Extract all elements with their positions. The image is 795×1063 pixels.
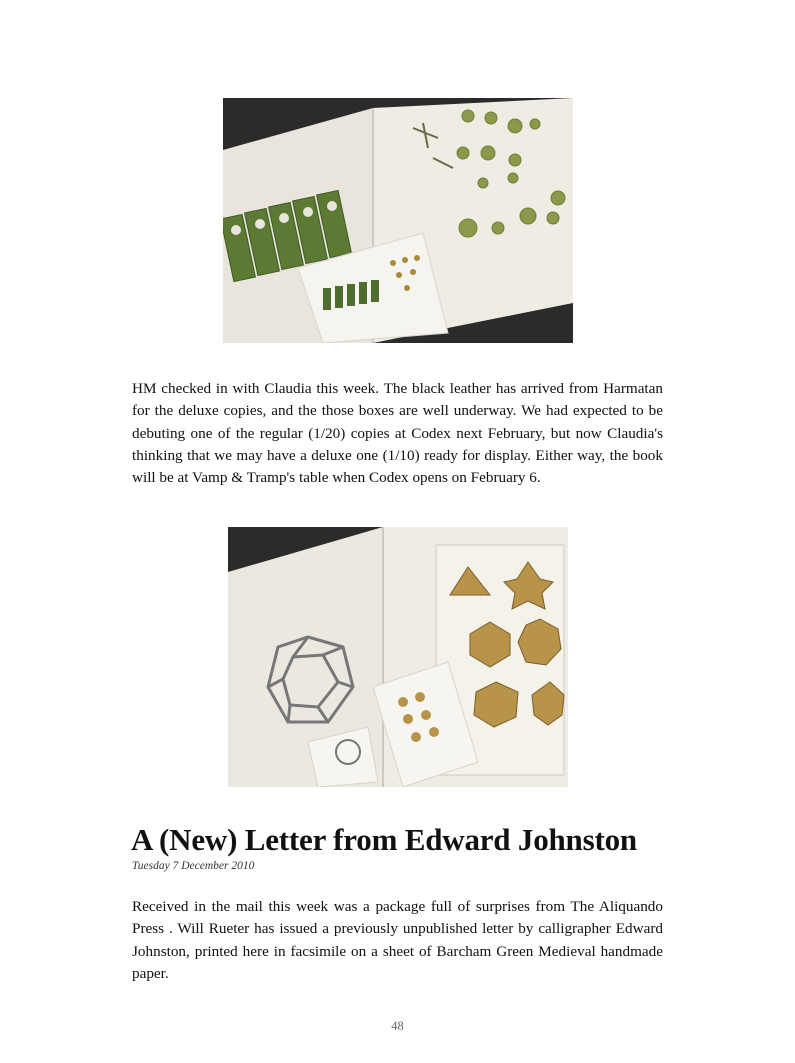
polyhedra-book-photo — [228, 527, 568, 787]
post-date: Tuesday 7 December 2010 — [132, 860, 255, 872]
botanical-book-photo — [223, 98, 573, 343]
post-title: A (New) Letter from Edward Johnston — [131, 822, 637, 857]
progress-paragraph: HM checked in with Claudia this week. The black leather has arrived from Harmatan for the deluxe copies, and the those boxes are well underway. We had expected to be debuting one of the regular (1/20) copies at Codex next February, but now Claudia's thinking that we may have a deluxe one (1/10) ready for display. Either way, the book will be at Vamp & Tramp's table when Codex opens on February 6. — [132, 380, 663, 487]
post-body-paragraph: Received in the mail this week was a package full of surprises from The Aliquando Press . Will Rueter has issued a previously unpublished letter by calligrapher Edward Johnston, printed here in facsimile on a sheet of Barcham Green Medieval handmade paper. — [132, 898, 663, 982]
page-number: 48 — [391, 1019, 404, 1033]
